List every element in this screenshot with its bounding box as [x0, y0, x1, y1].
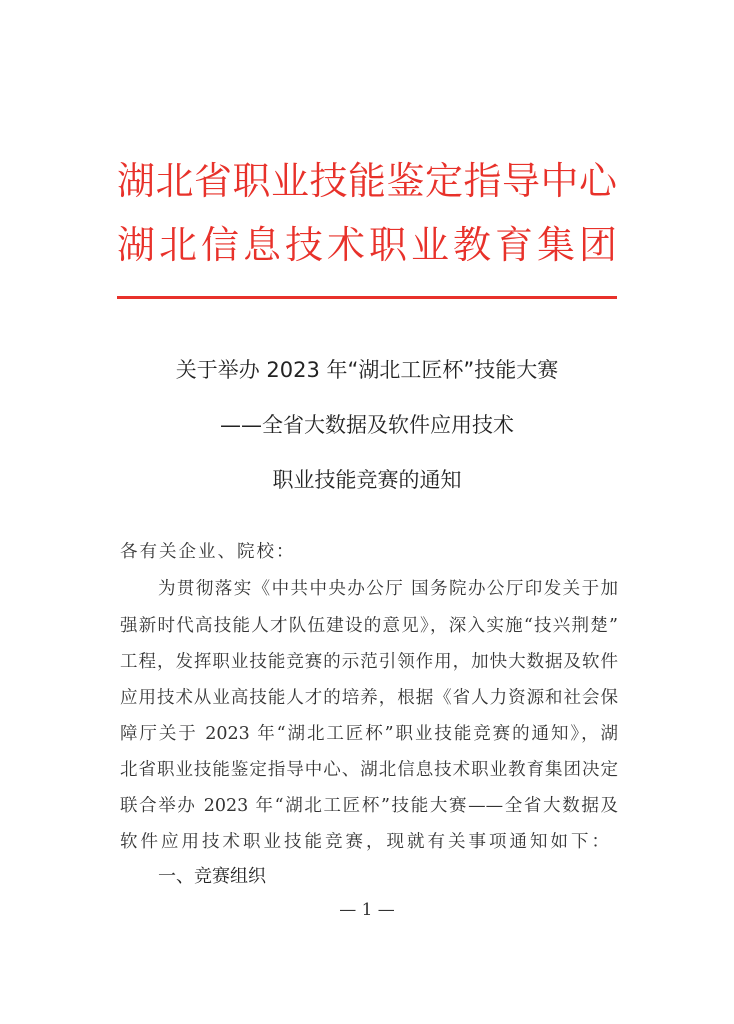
issuer-header-1: 湖北省职业技能鉴定指导中心 — [117, 159, 617, 203]
section-heading: 一、竞赛组织 — [158, 866, 266, 887]
body-line: 应用技术从业高技能人才的培养，根据《省人力资源和社会保 — [120, 688, 618, 708]
body-line: 北省职业技能鉴定指导中心、湖北信息技术职业教育集团决定 — [120, 760, 618, 780]
document-title-line-3: 职业技能竞赛的通知 — [272, 468, 462, 492]
document-title-line-1: 关于举办 2023 年“湖北工匠杯”技能大赛 — [175, 358, 559, 382]
body-line: 障厅关于 2023 年“湖北工匠杯”职业技能竞赛的通知》，湖 — [120, 724, 618, 744]
issuer-header-2: 湖北信息技术职业教育集团 — [117, 223, 617, 267]
document-title-line-2: ——全省大数据及软件应用技术 — [220, 413, 514, 437]
body-line: 软件应用技术职业技能竞赛，现就有关事项通知如下： — [120, 832, 612, 852]
page-number: — 1 — — [339, 900, 395, 920]
body-line: 工程，发挥职业技能竞赛的示范引领作用，加快大数据及软件 — [120, 652, 618, 672]
body-line: 为贯彻落实《中共中央办公厅 国务院办公厅印发关于加 — [158, 579, 618, 599]
salutation: 各有关企业、院校： — [120, 542, 296, 562]
red-divider — [117, 296, 617, 299]
body-line: 强新时代高技能人才队伍建设的意见》，深入实施“技兴荆楚” — [120, 616, 618, 636]
body-line: 联合举办 2023 年“湖北工匠杯”技能大赛——全省大数据及 — [120, 796, 618, 816]
